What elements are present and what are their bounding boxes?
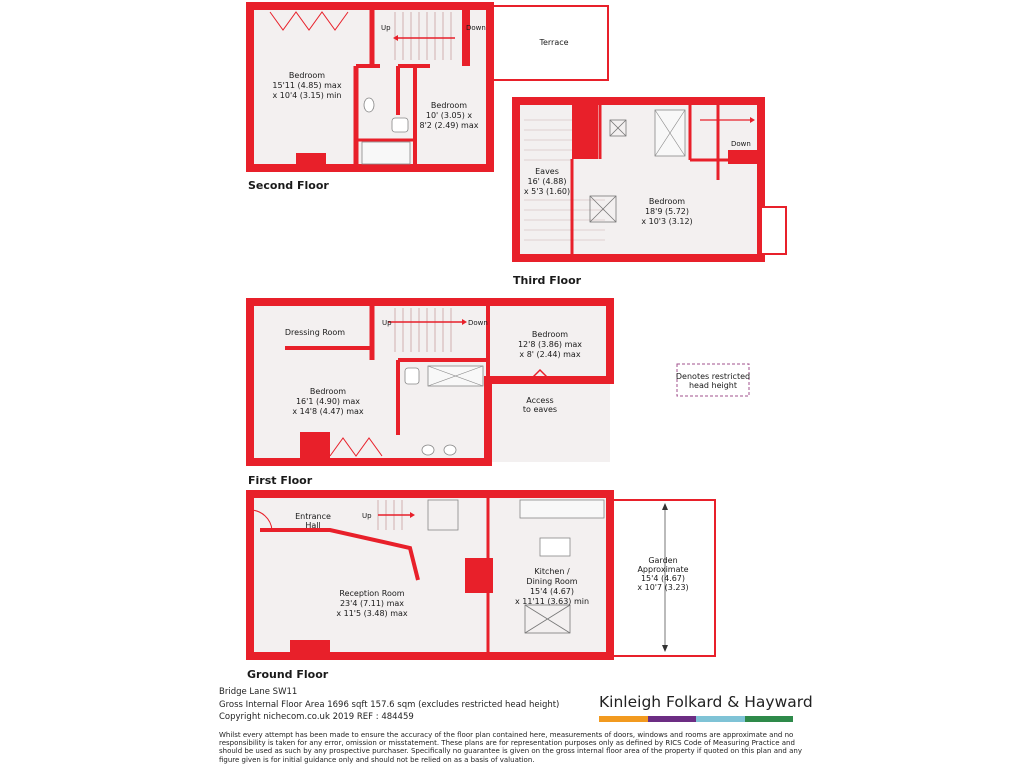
agency-logo-text: Kinleigh Folkard & Hayward — [599, 693, 813, 711]
logo-bar-orange — [599, 716, 648, 722]
kitchen-dim1: 15'4 (4.67) — [529, 587, 575, 596]
logo-bar-purple — [648, 716, 697, 722]
entrance-hall-line1: Entrance — [295, 512, 331, 521]
second-down-label: Down — [466, 24, 486, 32]
access-eaves-line1: Access — [526, 396, 554, 405]
ground-floor-title: Ground Floor — [247, 668, 329, 681]
reception-dim1: 23'4 (7.11) max — [339, 599, 405, 608]
eaves-name: Eaves — [535, 167, 559, 176]
second-floor-title: Second Floor — [248, 179, 329, 192]
third-floor-title: Third Floor — [513, 274, 582, 287]
floor-area-text: Gross Internal Floor Area 1696 sqft 157.6 sqm (excludes restricted head height) — [219, 700, 560, 710]
second-bedroom2-name: Bedroom — [430, 101, 468, 110]
first-bedroom2-dim1: 12'8 (3.86) max — [517, 340, 583, 349]
copyright-text: Copyright nichecom.co.uk 2019 REF : 484459 — [219, 712, 414, 722]
ground-up-label: Up — [362, 512, 372, 520]
logo-bar-green — [745, 716, 794, 722]
garden-name2: Approximate — [637, 565, 689, 574]
first-bedroom1-name: Bedroom — [309, 387, 347, 396]
garden-name1: Garden — [648, 556, 678, 565]
property-address: Bridge Lane SW11 — [219, 687, 298, 697]
second-bedroom2-dim2: 8'2 (2.49) max — [419, 121, 479, 130]
second-bedroom1-dim2: x 10'4 (3.15) min — [272, 91, 342, 100]
second-up-label: Up — [381, 24, 391, 32]
legend-line1: Denotes restricted — [675, 372, 751, 381]
garden-dim1: 15'4 (4.67) — [640, 574, 686, 583]
entrance-hall-line2: Hall — [305, 521, 321, 530]
second-bedroom2-dim1: 10' (3.05) x — [425, 111, 473, 120]
eaves-dim1: 16' (4.88) — [527, 177, 567, 186]
third-bedroom-name: Bedroom — [648, 197, 686, 206]
first-down-label: Down — [468, 319, 488, 327]
garden-dim2: x 10'7 (3.23) — [637, 583, 689, 592]
disclaimer-text: Whilst every attempt has been made to ensure the accuracy of the floor plan contained here, measurements of doors, windows and rooms are approximate and no responsibility is taken for any error, omission or misstatement. These plans are for representation purposes only as defined by RICS Code of Measuring Practice and should be used as such by any prospective purchaser. Specifically no guarantee is given on the gross internal floor area of the property if quoted on this plan and any figure given is for initial guidance only and should not be relied on as a basis of valuation. — [219, 731, 802, 764]
kitchen-dim2: x 11'11 (3.63) min — [514, 597, 590, 606]
agency-logo-color-bar — [599, 716, 793, 722]
second-bedroom1-name: Bedroom — [288, 71, 326, 80]
first-up-label: Up — [382, 319, 392, 327]
first-floor-title: First Floor — [248, 474, 313, 487]
third-bedroom-dim2: x 10'3 (3.12) — [641, 217, 693, 226]
third-bedroom-dim1: 18'9 (5.72) — [644, 207, 690, 216]
logo-bar-blue — [696, 716, 745, 722]
first-bedroom1-dim1: 16'1 (4.90) max — [295, 397, 361, 406]
eaves-dim2: x 5'3 (1.60) — [523, 187, 571, 196]
legend-line2: head height — [688, 381, 738, 390]
reception-name: Reception Room — [339, 589, 405, 598]
kitchen-name2: Dining Room — [526, 577, 578, 586]
reception-dim2: x 11'5 (3.48) max — [336, 609, 408, 618]
access-eaves-line2: to eaves — [522, 405, 558, 414]
dressing-room-label: Dressing Room — [284, 328, 346, 337]
kitchen-name1: Kitchen / — [534, 567, 570, 576]
third-down-label: Down — [731, 140, 751, 148]
terrace-label: Terrace — [539, 38, 569, 47]
first-bedroom2-dim2: x 8' (2.44) max — [519, 350, 581, 359]
first-bedroom2-name: Bedroom — [531, 330, 569, 339]
first-bedroom1-dim2: x 14'8 (4.47) max — [292, 407, 364, 416]
first-floor-plan — [250, 302, 749, 462]
second-bedroom1-dim1: 15'11 (4.85) max — [272, 81, 342, 90]
